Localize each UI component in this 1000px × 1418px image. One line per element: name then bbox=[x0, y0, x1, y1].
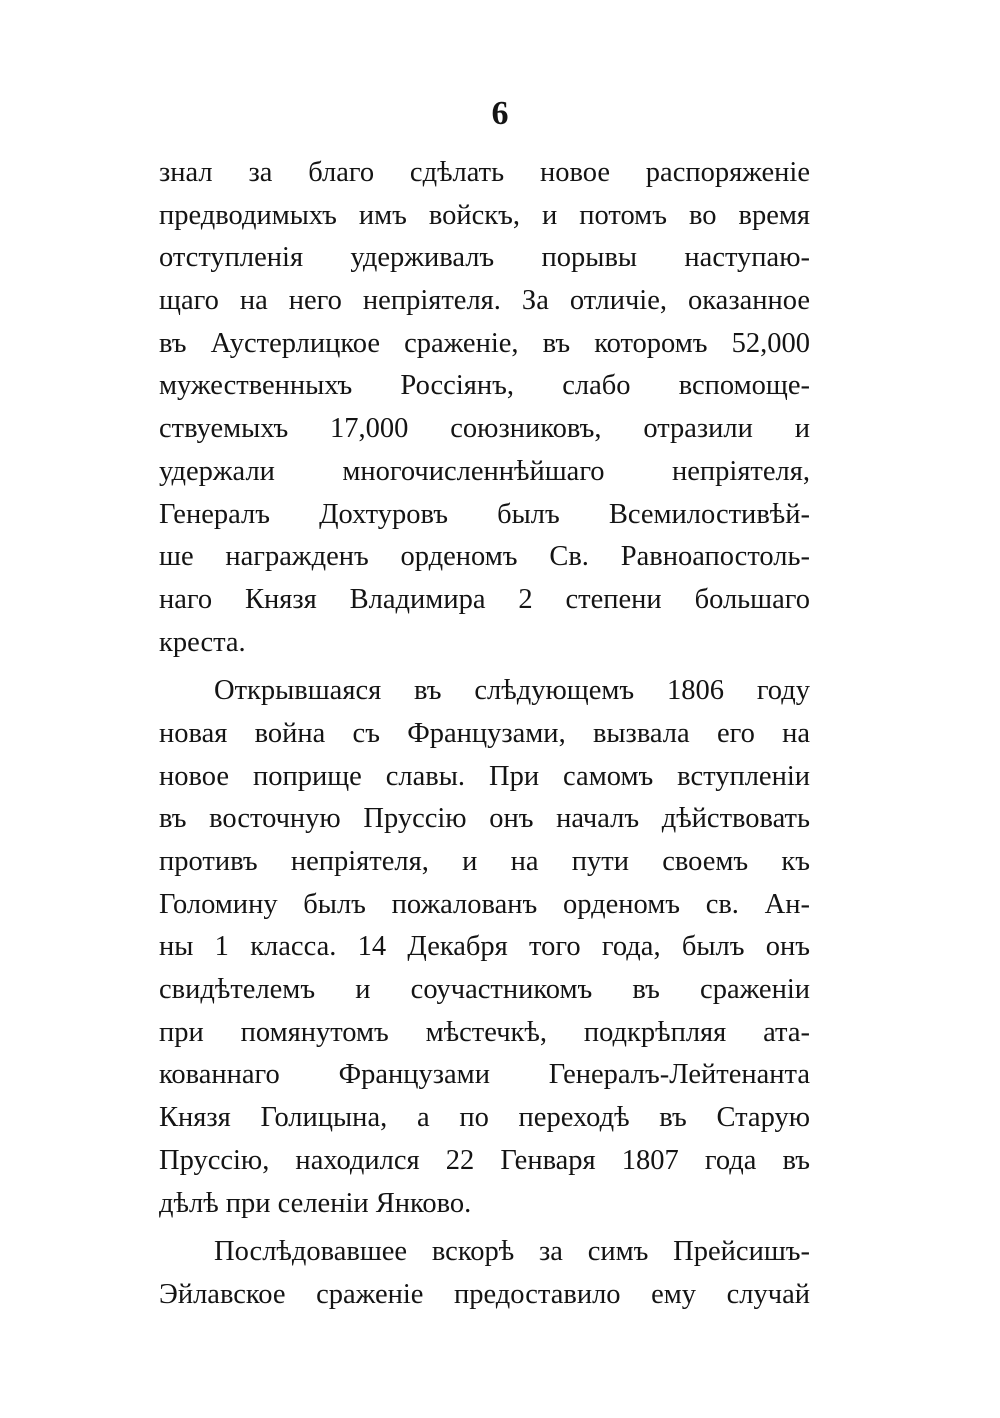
text-line: ствуемыхъ 17,000 союзниковъ, отразили и bbox=[159, 413, 810, 445]
text-line: Пруссію, находился 22 Генваря 1807 года въ bbox=[159, 1144, 810, 1176]
text-line: ше награжденъ орденомъ Св. Равноапостоль- bbox=[159, 541, 810, 573]
text-line: новое поприще славы. При самомъ вступленіи bbox=[159, 760, 810, 792]
text-line: противъ непріятеля, и на пути своемъ къ bbox=[159, 846, 810, 877]
text-line: наго Князя Владимира 2 степени большаго bbox=[159, 583, 810, 615]
text-line: ны 1 класса. 14 Декабря того года, былъ онъ bbox=[159, 931, 810, 963]
text-line: креста. bbox=[159, 626, 246, 658]
text-line: Князя Голицына, а по переходѣ въ Старую bbox=[159, 1102, 810, 1134]
text-line: Эйлавское сраженіе предоставило ему случай bbox=[159, 1278, 810, 1310]
text-line: при помянутомъ мѣстечкѣ, подкрѣпляя ата- bbox=[159, 1016, 810, 1048]
text-line: Открывшаяся въ слѣдующемъ 1806 году bbox=[214, 675, 810, 707]
body-text bbox=[159, 152, 810, 1317]
text-line: Генералъ Дохтуровъ былъ Всемилостивѣй- bbox=[159, 498, 810, 530]
text-line: дѣлѣ при селеніи Янково. bbox=[159, 1187, 472, 1219]
text-line: удержали многочисленнѣйшаго непріятеля, bbox=[159, 455, 810, 487]
text-line: въ восточную Пруссію онъ началъ дѣйствовать bbox=[159, 803, 810, 835]
text-line: свидѣтелемъ и соучастникомъ въ сраженіи bbox=[159, 974, 810, 1006]
text-line: предводимыхъ имъ войскъ, и потомъ во время bbox=[159, 199, 810, 231]
text-line: въ Аустерлицкое сраженіе, въ которомъ 52,000 bbox=[159, 327, 810, 359]
page-number: 6 bbox=[491, 95, 509, 132]
text-line: отступленія удерживалъ порывы наступаю- bbox=[159, 242, 810, 274]
text-line: щаго на него непріятеля. За отличіе, оказанное bbox=[159, 285, 810, 317]
text-line: кованнаго Французами Генералъ-Лейтенанта bbox=[159, 1059, 810, 1091]
text-line: Послѣдовавшее вскорѣ за симъ Прейсишъ- bbox=[214, 1236, 810, 1268]
text-line: мужественныхъ Россіянъ, слабо вспомоще- bbox=[159, 370, 810, 402]
text-line: Голомину былъ пожалованъ орденомъ св. Ан- bbox=[159, 888, 810, 920]
text-line: новая война съ Французами, вызвала его на bbox=[159, 717, 810, 749]
text-line: знал за благо сдѣлать новое распоряженіе bbox=[159, 157, 810, 188]
